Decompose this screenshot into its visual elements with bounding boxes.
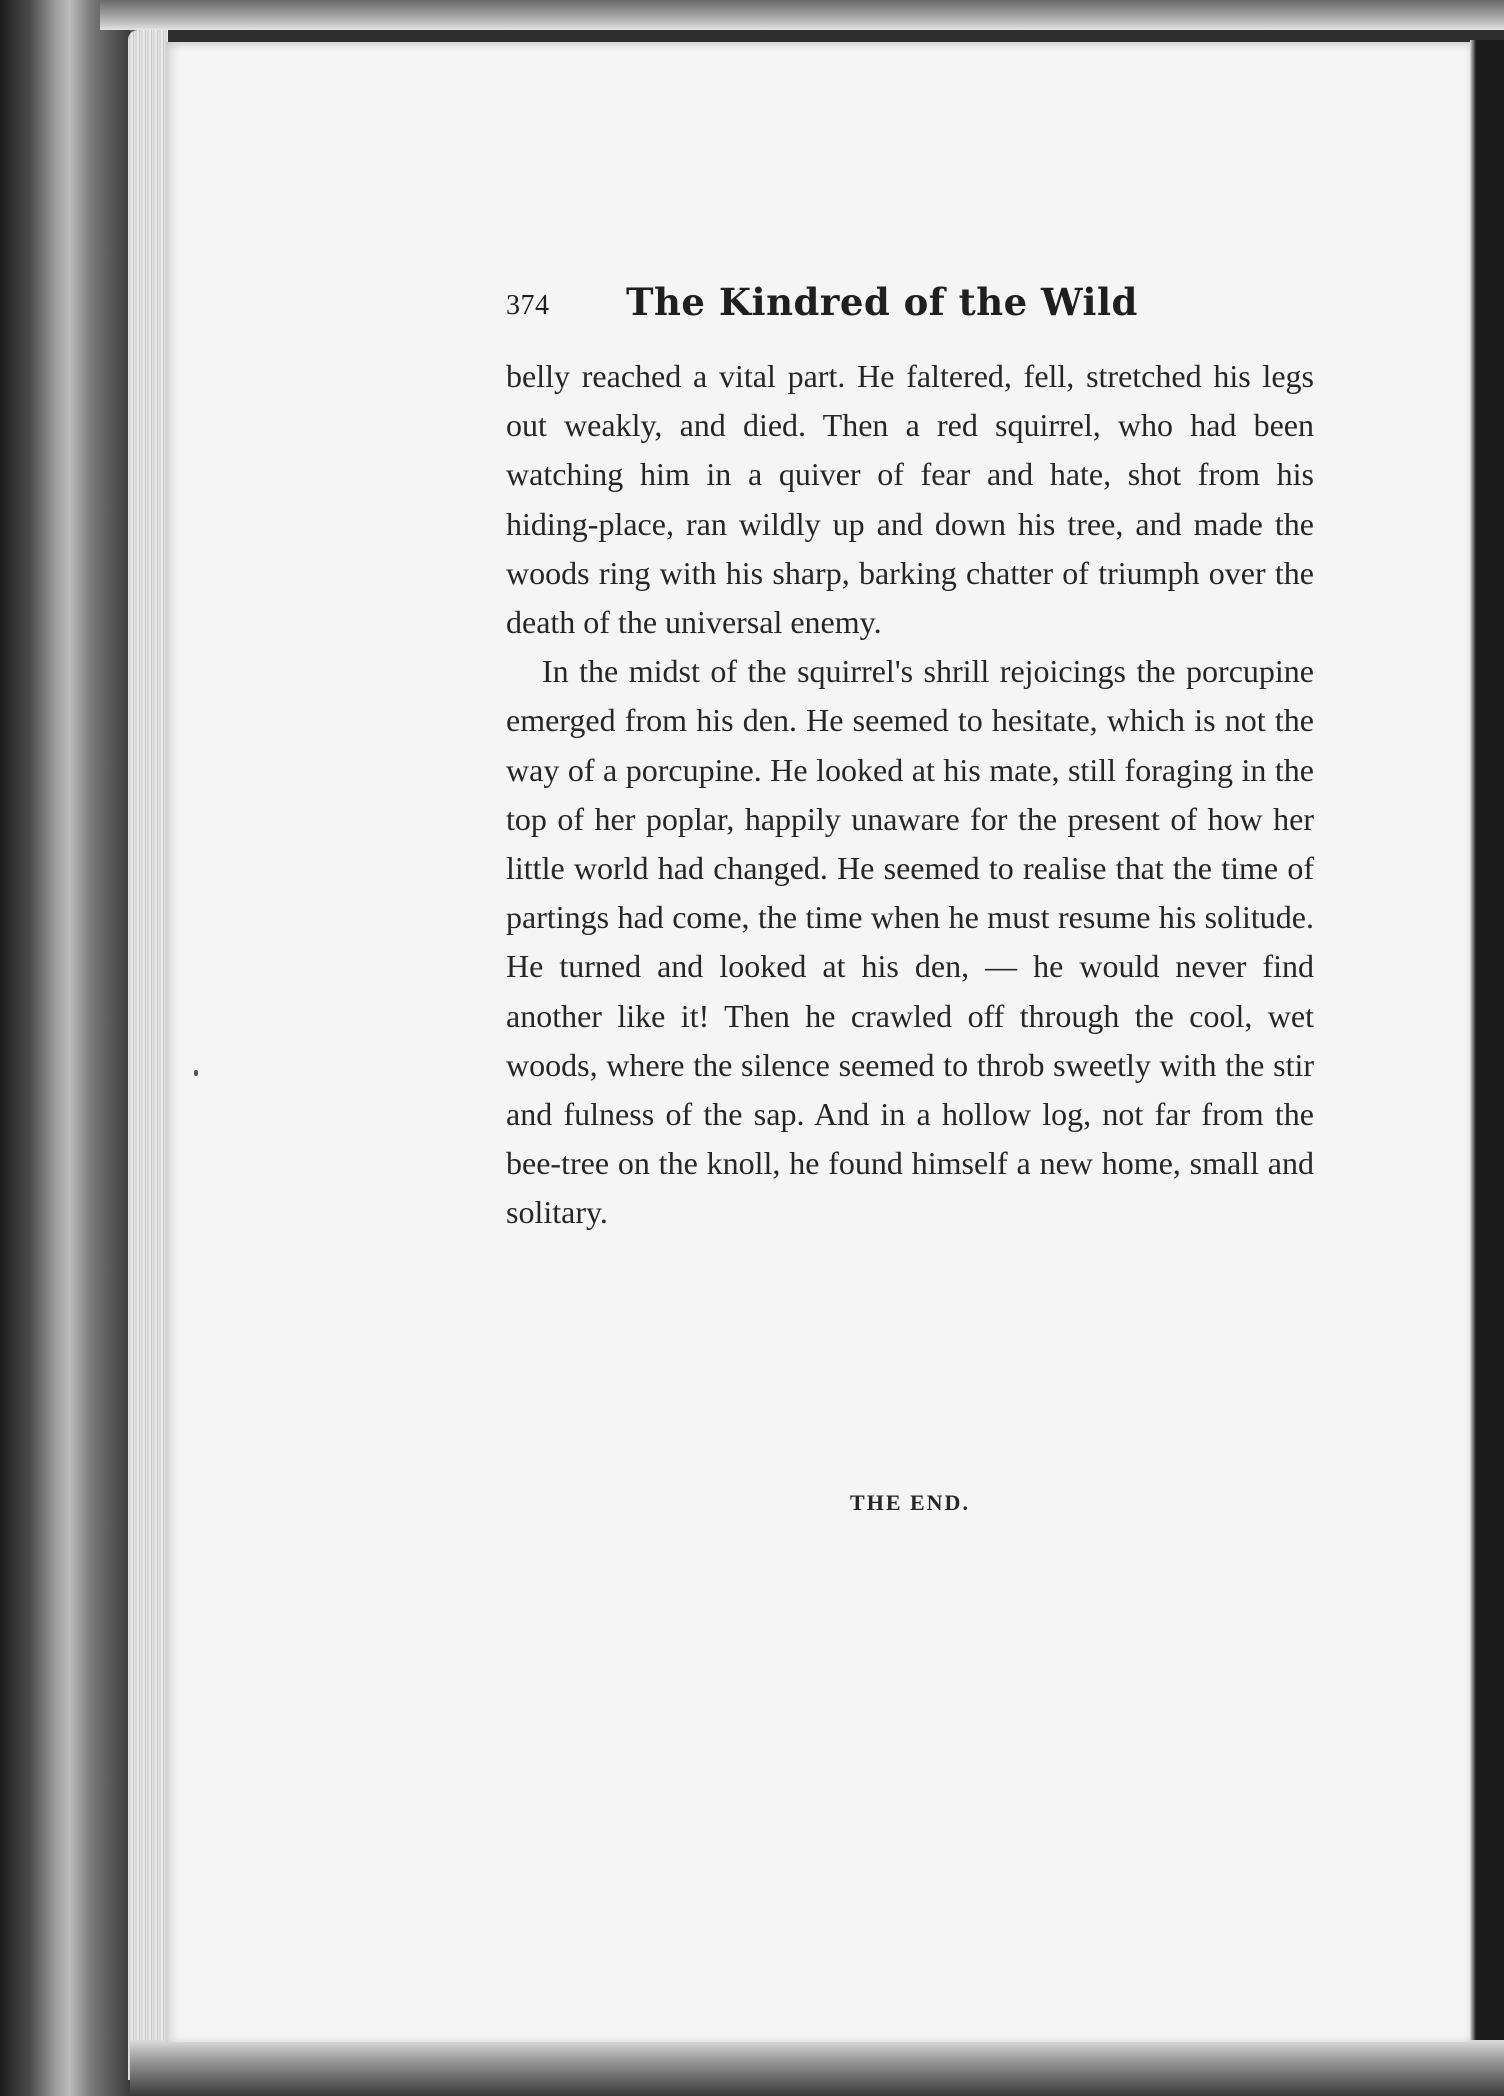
book-page [166, 42, 1470, 2042]
paragraph: In the midst of the squirrel's shrill rejoicings the porcupine emerged from his den. He seemed to hesitate, which is not the way of a porcupine. He looked at his mate, still foraging in the top of her poplar, happily unaware for the present of how her little world had changed. He seemed to realise that the time of partings had come, the time when he must resume his solitude. He turned and looked at his den, — he would never find another like it! Then he crawled off through the cool, wet woods, where the silence seemed to throb sweetly with the stir and fulness of the sap. And in a hollow log, not far from the bee-tree on the knoll, he found himself a new home, small and solitary. [506, 653, 1314, 1231]
book-bottom-edge [130, 2040, 1504, 2096]
page-stack-edge [128, 30, 168, 2080]
book-cover-edge [0, 0, 130, 2096]
dust-speck [194, 1070, 198, 1076]
paragraph: belly reached a vital part. He faltered, fell, stretched his legs out weakly, and died. Then a red squirrel, who had been watching him in a quiver of fear and hate, shot from his hiding-place, ran wildly up and down his tree, and made the woods ring with his sharp, barking chatter of triumph over the death of the universal enemy. [506, 358, 1314, 641]
book-top-edge [100, 0, 1504, 30]
running-title: The Kindred of the Wild [626, 280, 1138, 324]
body-text [506, 352, 1314, 1238]
running-head [506, 280, 1326, 340]
page-number: 374 [506, 290, 550, 321]
book-right-edge [1470, 40, 1504, 2080]
the-end-label: THE END. [850, 1490, 970, 1515]
